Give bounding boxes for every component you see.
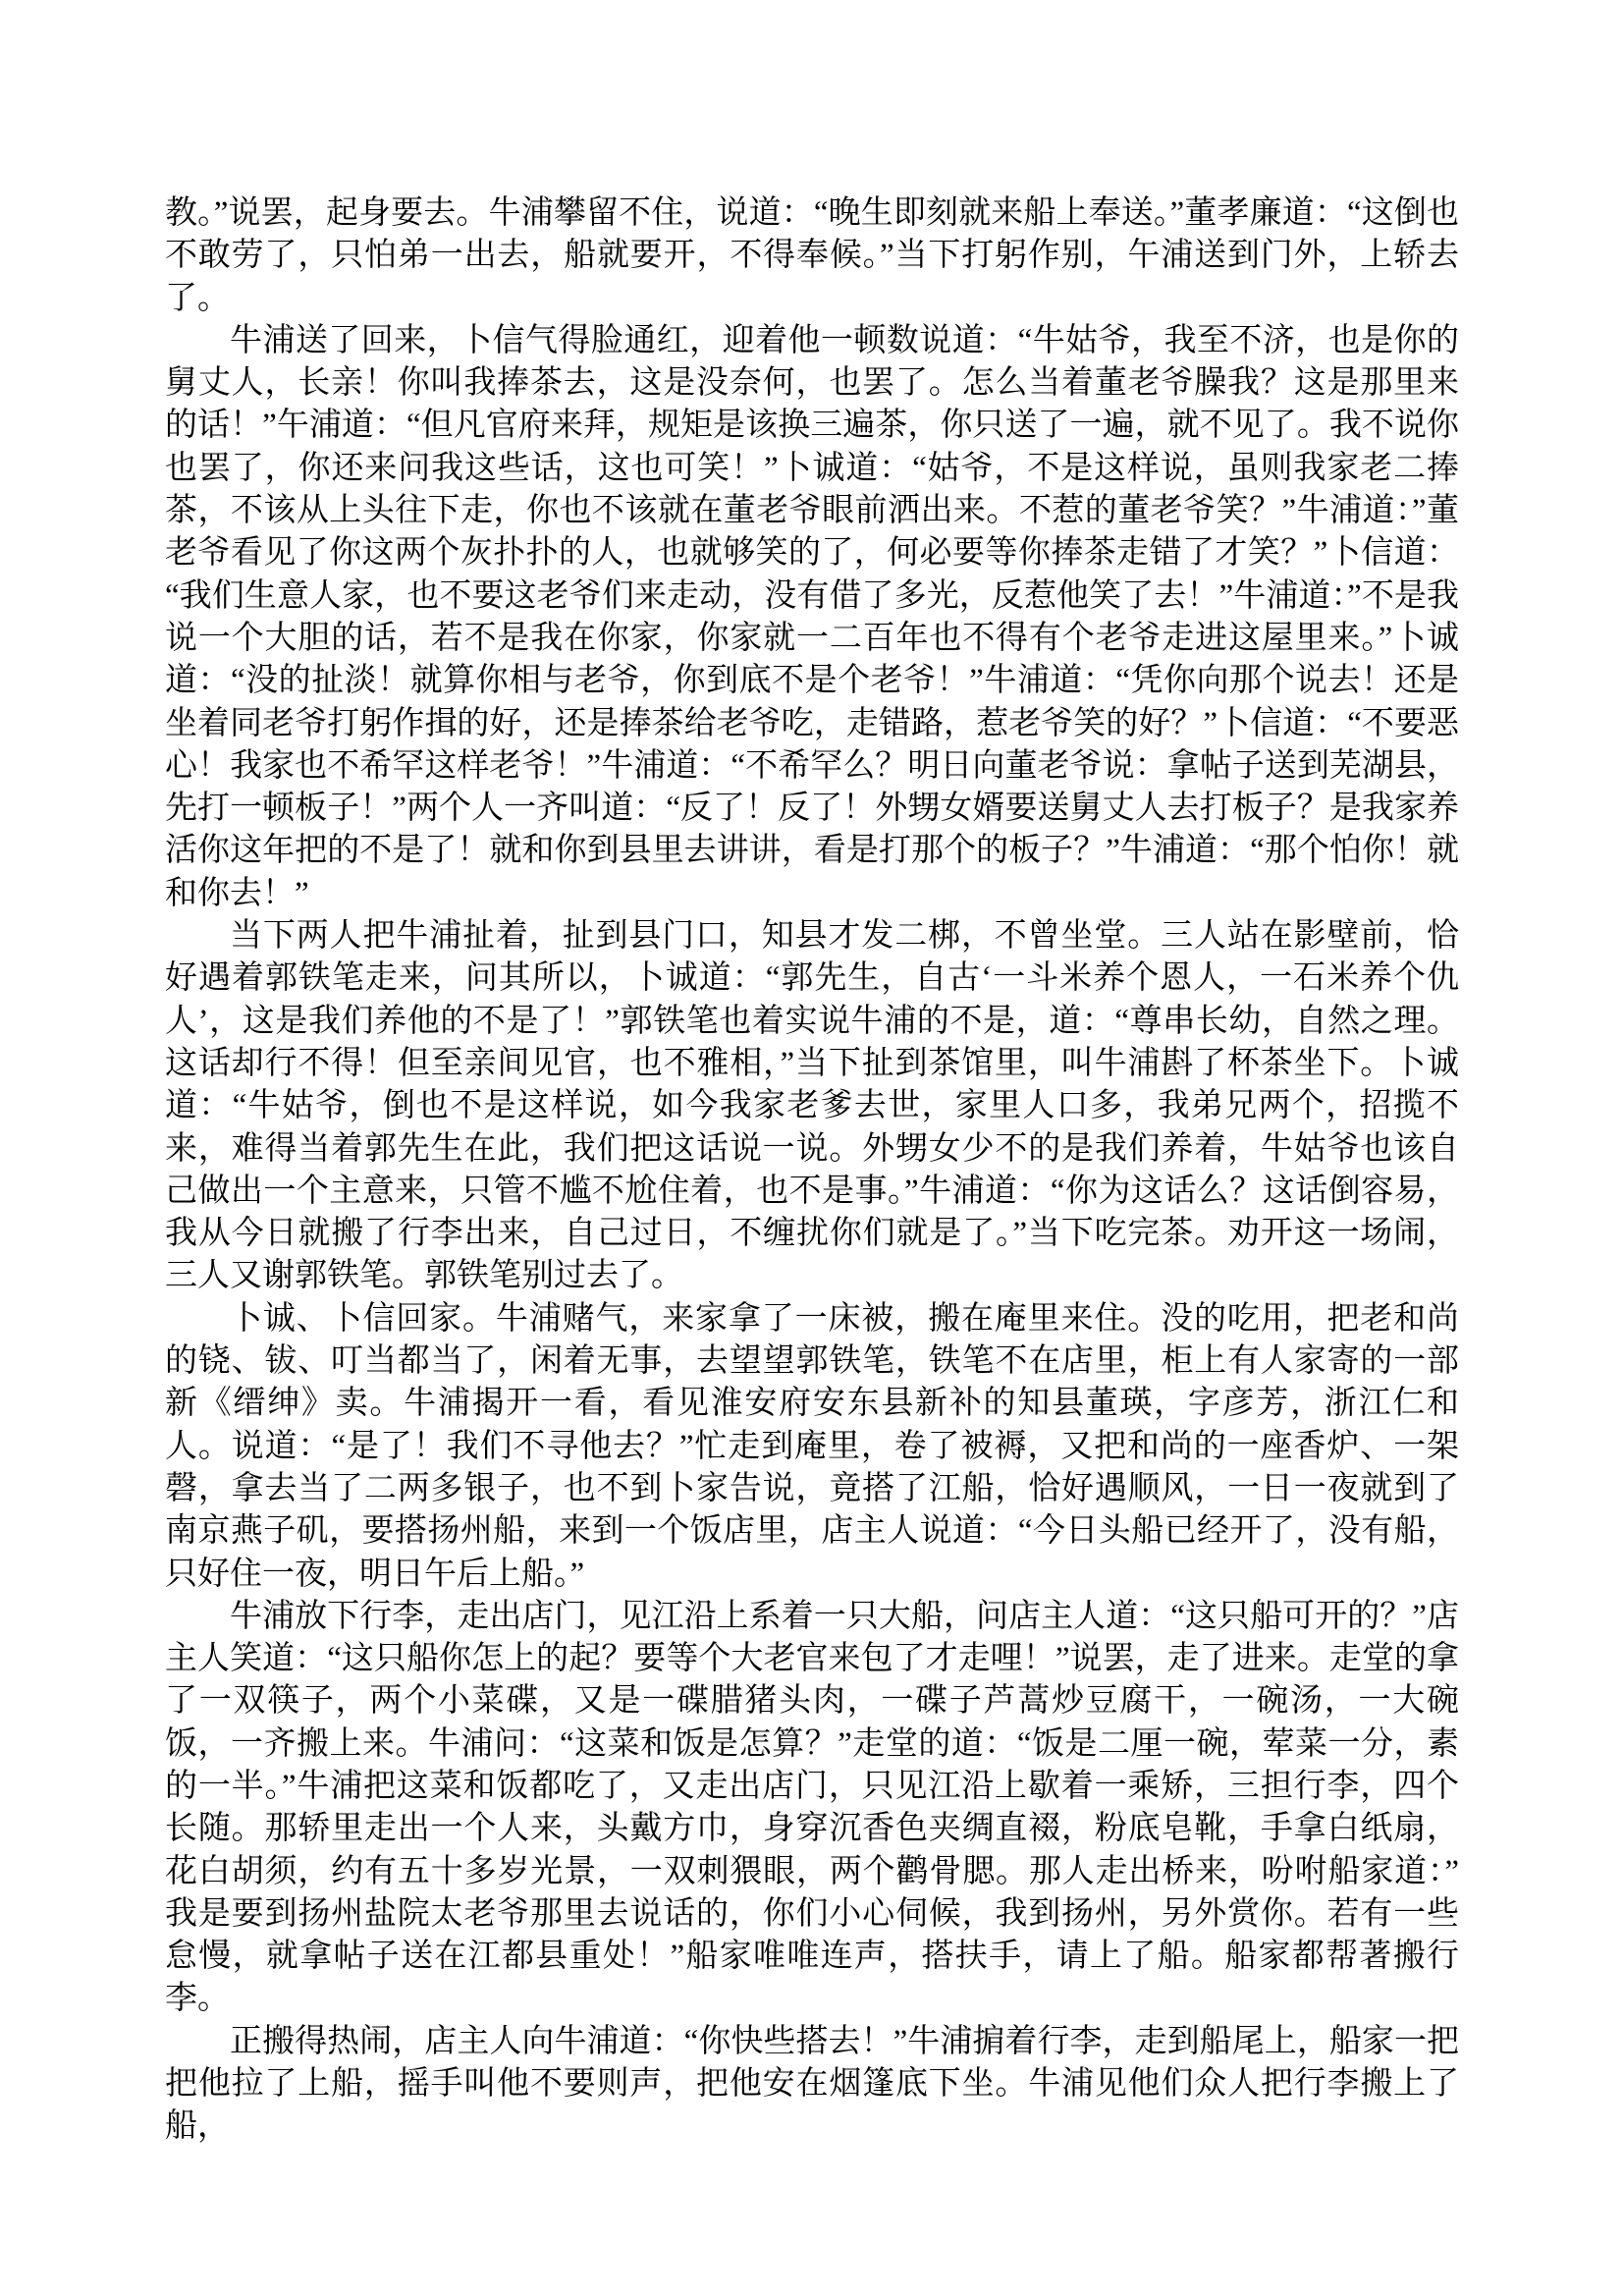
novel-text-block bbox=[165, 192, 1459, 2149]
paragraph-continuation: 教。”说罢，起身要去。牛浦攀留不住，说道：“晚生即刻就来船上奉送。”董孝廉道：“这倒也不敢劳了，只怕弟一出去，船就要开，不得奉候。”当下打躬作别，午浦送到门外，上轿去了。 bbox=[165, 195, 1459, 316]
paragraph-6: 正搬得热闹，店主人向牛浦道：“你快些搭去！”牛浦掮着行李，走到船尾上，船家一把把他拉了上船，摇手叫他不要则声，把他安在烟篷底下坐。牛浦见他们众人把行李搬上了船， bbox=[165, 2023, 1459, 2145]
paragraph-2: 牛浦送了回来，卜信气得脸通红，迎着他一顿数说道：“牛姑爷，我至不济，也是你的舅丈人，长亲！你叫我捧茶去，这是没奈何，也罢了。怎么当着董老爷臊我？这是那里来的话！”午浦道：“但凡官府来拜，规矩是该换三遍茶，你只送了一遍，就不见了。我不说你也罢了，你还来问我这些话，这也可笑！”卜诚道：“姑爷，不是这样说，虽则我家老二捧茶，不该从上头往下走，你也不该就在董老爷眼前洒出来。不惹的董老爷笑？”牛浦道：”董老爷看见了你这两个灰扑扑的人，也就够笑的了，何必要等你捧茶走错了才笑？”卜信道：“我们生意人家，也不要这老爷们来走动，没有借了多光，反惹他笑了去！”牛浦道：”不是我说一个大胆的话，若不是我在你家，你家就一二百年也不得有个老爷走进这屋里来。”卜诚道：“没的扯淡！就算你相与老爷，你到底不是个老爷！”牛浦道：“凭你向那个说去！还是坐着同老爷打躬作揖的好，还是捧茶给老爷吃，走错路，惹老爷笑的好？”卜信道：“不要恶心！我家也不希罕这样老爷！”牛浦道：“不希罕么？明日向董老爷说：拿帖子送到芜湖县，先打一顿板子！”两个人一齐叫道：“反了！反了！外甥女婿要送舅丈人去打板子？是我家养活你这年把的不是了！就和你到县里去讲讲，看是打那个的板子？”牛浦道：“那个怕你！就和你去！” bbox=[165, 322, 1459, 911]
paragraph-3: 当下两人把牛浦扯着，扯到县门口，知县才发二梆，不曾坐堂。三人站在影壁前，恰好遇着郭铁笔走来，问其所以，卜诚道：“郭先生，自古‘一斗米养个恩人，一石米养个仇人’，这是我们养他的不是了！”郭铁笔也着实说牛浦的不是，道：“尊串长幼，自然之理。这话却行不得！但至亲间见官，也不雅相，”当下扯到茶馆里，叫牛浦斟了杯茶坐下。卜诚道：“牛姑爷，倒也不是这样说，如今我家老爹去世，家里人口多，我弟兄两个，招揽不来，难得当着郭先生在此，我们把这话说一说。外甥女少不的是我们养着，牛姑爷也该自己做出一个主意来，只管不尴不尬住着，也不是事。”牛浦道：“你为这话么？这话倒容易，我从今日就搬了行李出来，自己过日，不缠扰你们就是了。”当下吃完茶。劝开这一场闹，三人又谢郭铁笔。郭铁笔别过去了。 bbox=[165, 918, 1459, 1294]
paragraph-4: 卜诚、卜信回家。牛浦赌气，来家拿了一床被，搬在庵里来住。没的吃用，把老和尚的铙、钹、叮当都当了，闲着无事，去望望郭铁笔，铁笔不在店里，柜上有人家寄的一部新《缙绅》卖。牛浦揭开一看，看见淮安府安东县新补的知县董瑛，字彦芳，浙江仁和人。说道：“是了！我们不寻他去？”忙走到庵里，卷了被褥，又把和尚的一座香炉、一架磬，拿去当了二两多银子，也不到卜家告说，竟搭了江船，恰好遇顺风，一日一夜就到了南京燕子矶，要搭扬州船，来到一个饭店里，店主人说道：“今日头船已经开了，没有船，只好住一夜，明日午后上船。” bbox=[165, 1300, 1459, 1592]
paragraph-5: 牛浦放下行李，走出店门，见江沿上系着一只大船，问店主人道：“这只船可开的？”店主人笑道：“这只船你怎上的起？要等个大老官来包了才走哩！”说罢，走了进来。走堂的拿了一双筷子，两个小菜碟，又是一碟腊猪头肉，一碟子芦蒿炒豆腐干，一碗汤，一大碗饭，一齐搬上来。牛浦问：“这菜和饭是怎算？”走堂的道：“饭是二厘一碗，荤菜一分，素的一半。”牛浦把这菜和饭都吃了，又走出店门，只见江沿上歇着一乘矫，三担行李，四个长随。那轿里走出一个人来，头戴方巾，身穿沉香色夹绸直裰，粉底皂靴，手拿白纸扇，花白胡须，约有五十多岁光景，一双刺猥眼，两个鹳骨腮。那人走出桥来，吩咐船家道：”我是要到扬州盐院太老爷那里去说话的，你们小心伺候，我到扬州，另外赏你。若有一些怠慢，就拿帖子送在江都县重处！”船家唯唯连声，搭扶手，请上了船。船家都帮著搬行李。 bbox=[165, 1598, 1459, 2017]
